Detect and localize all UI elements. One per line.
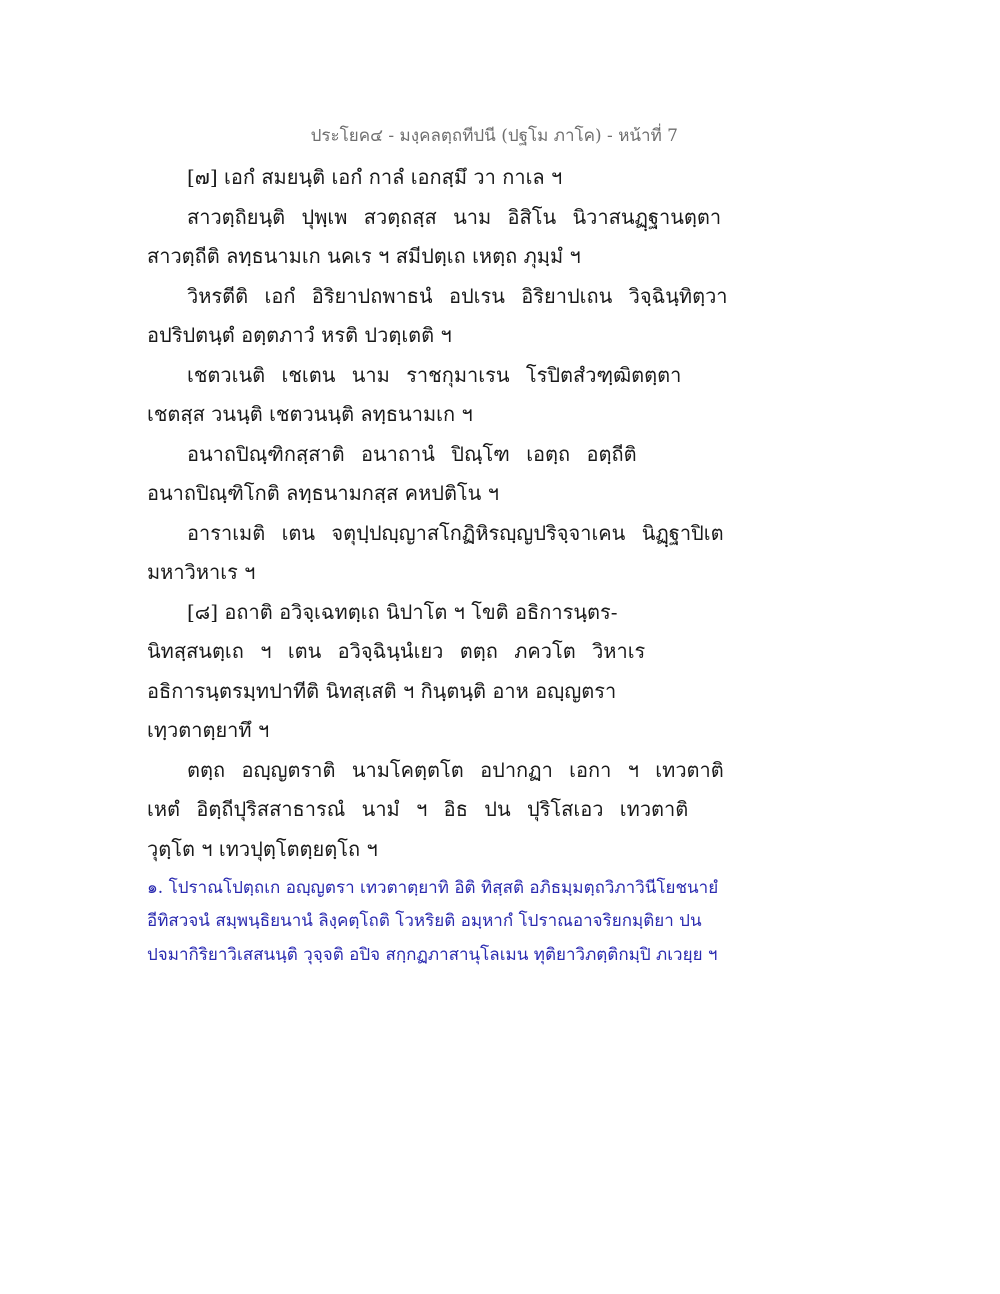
text-line: เชตวเนติ เชเตน นาม ราชกุมาเรน โรปิตสํวฑฺฒิตตฺตา [187,363,682,387]
text-line: อาราเมติ เตน จตุปฺปญฺญาสโกฏิหิรญฺญปริจฺจาเคน นิฏฺฐาปิเต [187,521,724,545]
text-line: อนาถปิณฺฑิกสฺสาติ อนาถานํ ปิณฺโฑ เอตฺถ อตฺถีติ [187,442,637,466]
text-line: มหาวิหาเร ฯ [147,560,256,584]
text-line: อปริปตนฺตํ อตฺตภาวํ หรติ ปวตฺเตติ ฯ [147,323,452,347]
text-line: วิหรตีติ เอกํ อิริยาปถพาธนํ อปเรน อิริยาปเถน วิจฺฉินฺทิตฺวา [187,284,728,308]
text-line: [๘] อถาติ อวิจฺเฉทตฺเถ นิปาโต ฯ โขติ อธิการนฺตร- [187,600,618,624]
text-line: เทฺวตาตฺยาทึ ฯ [147,718,270,742]
text-line: วุตฺโต ฯ เทวปุตฺโตตฺยตฺโถ ฯ [147,837,378,861]
text-line: อนาถปิณฺฑิโกติ ลทฺธนามกสฺส คหปติโน ฯ [147,481,499,505]
text-line: [๗] เอกํ สมยนฺติ เอกํ กาลํ เอกสฺมึ วา กาเล ฯ [187,165,563,189]
footnote-line: ๑. โปราณโปตฺถเก อญฺญตรา เทวตาตฺยาทิ อิติ ทิสฺสติ อภิธมฺมตฺถวิภาวินีโยชนายํ [147,878,719,898]
footnote-line: ปจมากิริยาวิเสสนนฺติ วุจฺจติ อปิจ สกฺกฏภาสานุโลเมน ทุติยาวิภตฺติกมฺปิ ภเวยฺย ฯ [147,945,718,965]
text-line: สาวตฺถีติ ลทฺธนามเก นคเร ฯ สมีปตฺเถ เหตฺถ ภุมฺมํ ฯ [147,244,581,268]
text-line: อธิการนฺตรมฺทปาทีติ นิทสฺเสติ ฯ กินฺตนฺติ อาห อญฺญตรา [147,679,617,703]
text-line: สาวตฺถิยนฺติ ปุพฺเพ สวตฺถสฺส นาม อิสิโน นิวาสนฏฺฐานตฺตา [187,205,722,229]
text-line: นิทสฺสนตฺเถ ฯ เตน อวิจฺฉินฺนํเยว ตตฺถ ภควโต วิหาเร [147,639,646,663]
footnote-line: อีทิสวจนํ สมฺพนฺธิยนานํ ลิงฺคตฺโถติ โวหริยติ อมฺหากํ โปราณอาจริยกมฺติยา ปน [147,911,702,931]
page-header: ประโยค๔ - มงฺคลตฺถทีปนี (ปฐโม ภาโค) - หน้าที่ 7 [310,126,678,146]
text-line: เชตสฺส วนนฺติ เชตวนนฺติ ลทฺธนามเก ฯ [147,402,473,426]
text-line: ตตฺถ อญฺญตราติ นามโคตฺตโต อปากฏา เอกา ฯ เทวตาติ [187,758,724,782]
text-line: เหตํ อิตฺถีปุริสสาธารณํ นามํ ฯ อิธ ปน ปุริโสเอว เทวตาติ [147,797,689,821]
